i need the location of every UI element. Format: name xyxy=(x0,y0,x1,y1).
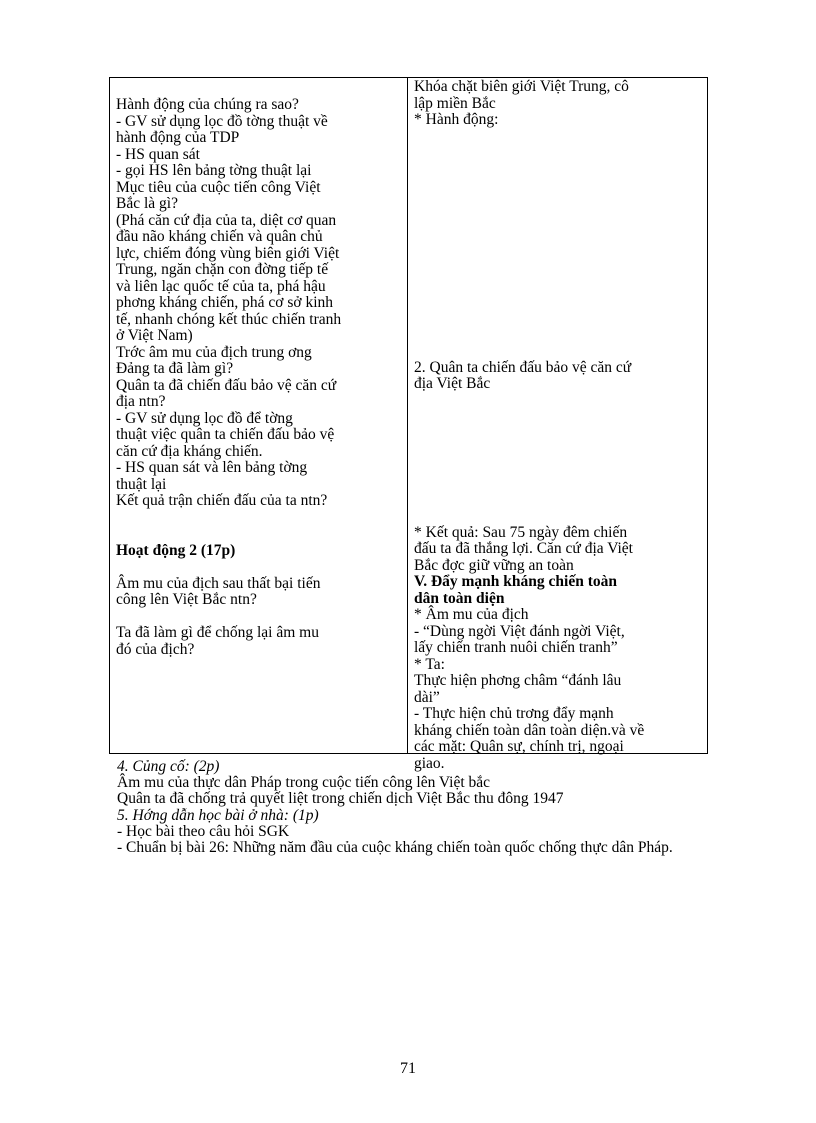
content-line: Bắc đợc giữ vững an toàn xyxy=(414,556,574,574)
activity-line: ở Việt Nam) xyxy=(116,327,193,344)
content-blank-line xyxy=(414,162,701,179)
activity-blank-line xyxy=(116,609,401,626)
homework-line: - Chuẩn bị bài 26: Những năm đầu của cuộc kháng chiến toàn quốc chống thực dân Pháp. xyxy=(117,839,673,857)
content-blank-line xyxy=(414,475,701,492)
activity-line: Trớc âm mu của địch trung ơng xyxy=(116,343,312,361)
content-blank-line xyxy=(414,244,701,261)
activity-line: - GV sử dụng lọc đồ để tờng xyxy=(116,409,293,427)
content-line: 2. Quân ta chiến đấu bảo vệ căn cứ xyxy=(414,358,632,376)
page-number: 71 xyxy=(400,1060,416,1077)
content-blank-line xyxy=(414,409,701,426)
activity-line: lực, chiếm đóng vùng biên giới Việt xyxy=(116,244,340,262)
content-blank-line xyxy=(414,343,701,360)
activity-line: Đảng ta đã làm gì? xyxy=(116,360,234,377)
activity-line: Kết quả trận chiến đấu của ta ntn? xyxy=(116,492,328,509)
activity-line: Trung, ngăn chặn con đờng tiếp tế xyxy=(116,261,329,278)
activity-blank-line xyxy=(116,559,401,576)
activity-line: - HS quan sát xyxy=(116,145,200,163)
content-line: * Kết quả: Sau 75 ngày đêm chiến xyxy=(414,523,628,541)
activity-line: phơng kháng chiến, phá cơ sở kinh xyxy=(116,294,334,311)
content-line: dài” xyxy=(414,688,440,706)
content-blank-line xyxy=(414,195,701,212)
content-blank-line xyxy=(414,261,701,278)
activity-line: Mục tiêu của cuộc tiến công Việt xyxy=(116,178,321,196)
activity-line: Hoạt động 2 (17p) xyxy=(116,541,236,559)
consolidation-heading: 4. Củng cố: (2p) xyxy=(117,758,220,775)
content-blank-line xyxy=(414,492,701,509)
activity-line: - HS quan sát và lên bảng tờng xyxy=(116,459,308,476)
activity-line: Hành động của chúng ra sao? xyxy=(116,96,299,113)
content-blank-line xyxy=(414,327,701,344)
content-line: lấy chiến tranh nuôi chiến tranh” xyxy=(414,639,618,656)
content-line: địa Việt Bắc xyxy=(414,375,491,392)
content-blank-line xyxy=(414,294,701,311)
activity-line: công lên Việt Bắc ntn? xyxy=(116,591,257,608)
content-line: V. Đẩy mạnh kháng chiến toàn xyxy=(414,573,617,590)
activity-line: - GV sử dụng lọc đồ tờng thuật về xyxy=(116,112,328,130)
activity-line: (Phá căn cứ địa của ta, diệt cơ quan xyxy=(116,211,337,229)
activity-blank-line xyxy=(116,510,401,527)
content-line: giao. xyxy=(414,754,445,772)
content-line: * Hành động: xyxy=(414,111,499,128)
content-blank-line xyxy=(414,393,701,410)
activity-line: đó của địch? xyxy=(116,640,195,658)
content-line: lập miền Bắc xyxy=(414,94,496,112)
content-blank-line xyxy=(414,508,701,525)
content-blank-line xyxy=(414,178,701,195)
activity-line: Quân ta đã chiến đấu bảo vệ căn cứ xyxy=(116,376,337,394)
content-blank-line xyxy=(414,228,701,245)
lesson-footer xyxy=(117,759,727,856)
lesson-content-column xyxy=(408,78,707,772)
activity-line: căn cứ địa kháng chiến. xyxy=(116,442,263,460)
content-line: Thực hiện phơng châm “đánh lâu xyxy=(414,672,622,689)
activity-line: Âm mu của địch sau thất bại tiến xyxy=(116,574,321,592)
content-blank-line xyxy=(414,426,701,443)
content-line: các mặt: Quân sự, chính trị, ngoại xyxy=(414,738,624,755)
content-line: kháng chiến toàn dân toàn diện.và về xyxy=(414,721,645,739)
activity-line: địa ntn? xyxy=(116,393,166,410)
content-line: Khóa chặt biên giới Việt Trung, cô xyxy=(414,78,629,95)
activity-blank-line xyxy=(116,526,401,543)
content-blank-line xyxy=(414,145,701,162)
content-blank-line xyxy=(414,277,701,294)
content-line: * Âm mu của địch xyxy=(414,606,529,623)
activity-line: thuật lại xyxy=(116,475,167,493)
content-blank-line xyxy=(414,310,701,327)
content-blank-line xyxy=(414,459,701,476)
content-line: đấu ta đã thắng lợi. Căn cứ địa Việt xyxy=(414,540,633,557)
activity-line: thuật việc quân ta chiến đấu bảo vệ xyxy=(116,426,335,443)
homework-heading: 5. Hớng dẫn học bài ở nhà: (1p) xyxy=(117,806,319,824)
content-line: dân toàn diện xyxy=(414,589,505,607)
consolidation-line: Âm mu của thực dân Pháp trong cuộc tiến công lên Việt bắc xyxy=(117,774,491,792)
activity-line: - gọi HS lên bảng tờng thuật lại xyxy=(116,162,312,179)
activity-line: Bắc là gì? xyxy=(116,195,178,212)
content-line: - “Dùng ngời Việt đánh ngời Việt, xyxy=(414,622,625,640)
teacher-student-activities-column xyxy=(110,78,407,658)
activity-line: hành động của TDP xyxy=(116,129,240,146)
activity-line: tế, nhanh chóng kết thúc chiến tranh xyxy=(116,310,342,328)
content-blank-line xyxy=(414,129,701,146)
content-blank-line xyxy=(414,211,701,228)
homework-line: - Học bài theo câu hỏi SGK xyxy=(117,822,290,840)
content-blank-line xyxy=(414,442,701,459)
activity-line: và liên lạc quốc tế của ta, phá hậu xyxy=(116,277,326,295)
consolidation-line: Quân ta đã chống trả quyết liệt trong chiến dịch Việt Bắc thu đông 1947 xyxy=(117,790,564,808)
content-line: - Thực hiện chủ trơng đẩy mạnh xyxy=(414,705,614,722)
activity-line: đầu não kháng chiến và quân chủ xyxy=(116,228,323,245)
content-line: * Ta: xyxy=(414,655,445,673)
activity-line: Ta đã làm gì để chống lại âm mu xyxy=(116,624,319,641)
